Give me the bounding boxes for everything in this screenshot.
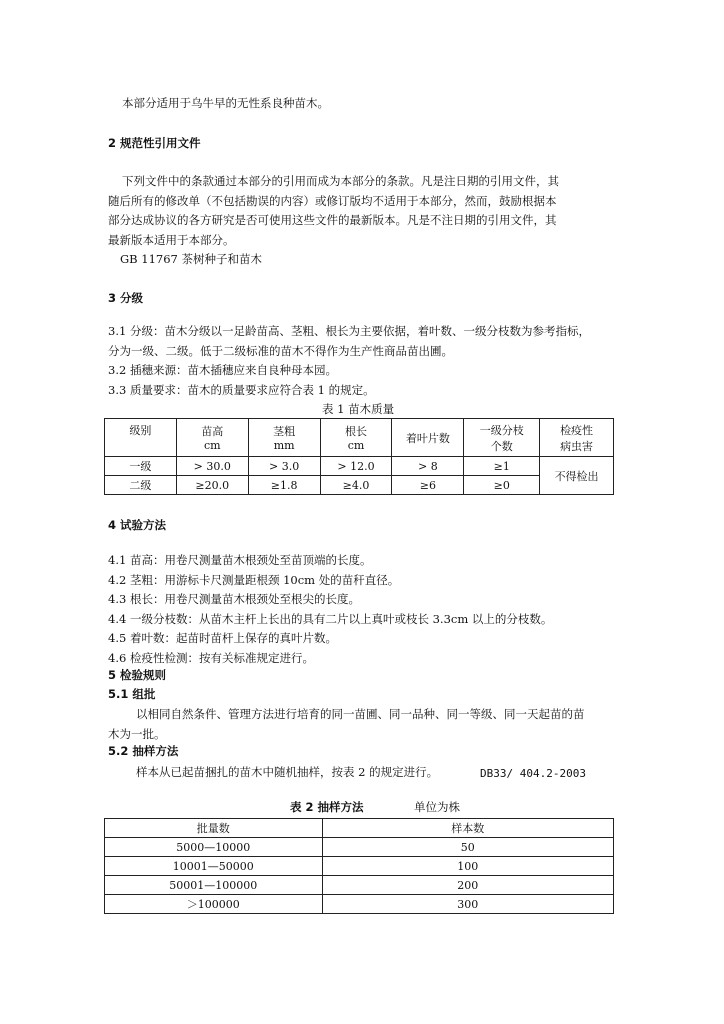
table-cell: > 3.0 (248, 457, 320, 476)
table-row (105, 857, 614, 876)
table-1-header-row (105, 419, 614, 457)
section-3-line: 分为一级、二级。低于二级标准的苗木不得作为生产性商品苗出圃。 (108, 343, 453, 358)
section-2-heading: 2 规范性引用文件 (108, 136, 201, 150)
table-cell: 10001—50000 (105, 857, 323, 876)
table-cell: 50 (322, 838, 613, 857)
section-2-body (108, 172, 618, 270)
table-cell: ≥0 (464, 476, 540, 495)
table-1 (104, 418, 614, 495)
table-cell: > 30.0 (176, 457, 248, 476)
table-cell: ＞100000 (105, 895, 323, 914)
section-4-line: 4.4 一级分枝数：从苗木主杆上长出的具有二片以上真叶或枝长 3.3cm 以上的分枝数。 (108, 611, 553, 626)
section-5-1-heading: 5.1 组批 (108, 687, 156, 701)
section-3-heading: 3 分级 (108, 291, 144, 305)
table-cell: 一级 (105, 457, 177, 476)
table-2-caption: 表 2 抽样方法 (290, 800, 364, 814)
section-4-line: 4.2 茎粗：用游标卡尺测量距根颈 10cm 处的苗秆直径。 (108, 572, 400, 587)
table-cell: ≥6 (392, 476, 464, 495)
section-2-line: 最新版本适用于本部分。 (108, 232, 235, 247)
section-3-line: 3.1 分级：苗木分级以一足龄苗高、茎粗、根长为主要依据，着叶数、一级分枝数为参考指标， (108, 324, 590, 338)
section-4-heading: 4 试验方法 (108, 518, 167, 532)
section-4-line: 4.6 检疫性检测：按有关标准规定进行。 (108, 650, 314, 665)
section-4-line: 4.3 根长：用卷尺测量苗木根颈处至根尖的长度。 (108, 592, 360, 606)
section-3-line: 3.2 插穗来源：苗木插穗应来自良种母本园。 (108, 363, 337, 377)
section-3-line: 3.3 质量要求：苗木的质量要求应符合表 1 的规定。 (108, 382, 375, 397)
table-cell: 50001—100000 (105, 876, 323, 895)
table-cell: 100 (322, 857, 613, 876)
table-row (105, 457, 614, 476)
intro-text: 本部分适用于乌牛早的无性系良种苗木。 (122, 96, 329, 110)
section-2-line: 下列文件中的条款通过本部分的引用而成为本部分的条款。凡是注日期的引用文件，其 (122, 174, 559, 188)
table-cell: 300 (322, 895, 613, 914)
table-2-header: 样本数 (322, 819, 613, 838)
section-5-1-line: 木为一批。 (108, 726, 166, 741)
table-row (105, 838, 614, 857)
section-5-1-line: 以相同自然条件、管理方法进行培育的同一苗圃、同一品种、同一等级、同一天起苗的苗 (136, 707, 585, 721)
table-cell: ≥1 (464, 457, 540, 476)
table-cell: 200 (322, 876, 613, 895)
table-1-header: 根长 cm (320, 419, 392, 457)
table-1-header: 级别 (105, 419, 177, 457)
normative-reference: GB 11767 茶树种子和苗木 (120, 252, 263, 266)
table-cell: ≥4.0 (320, 476, 392, 495)
section-5-2-heading: 5.2 抽样方法 (108, 744, 179, 758)
section-5-1-body (108, 705, 618, 744)
table-1-caption: 表 1 苗木质量 (322, 402, 395, 416)
table-cell: ≥1.8 (248, 476, 320, 495)
table-row (105, 876, 614, 895)
table-row (105, 476, 614, 495)
table-1-header: 检疫性 病虫害 (540, 419, 614, 457)
section-5-heading: 5 检验规则 (108, 668, 167, 682)
section-4-line: 4.5 着叶数：起苗时苗杆上保存的真叶片数。 (108, 631, 337, 645)
section-4-body (108, 551, 618, 668)
table-cell: ≥20.0 (176, 476, 248, 495)
section-3-body (108, 322, 618, 400)
table-1-header: 着叶片数 (392, 419, 464, 457)
document-code: DB33/ 404.2-2003 (480, 767, 586, 780)
table-1-header: 苗高 cm (176, 419, 248, 457)
section-4-line: 4.1 苗高：用卷尺测量苗木根颈处至苗顶端的长度。 (108, 553, 372, 567)
table-2-header-row (105, 819, 614, 838)
table-2 (104, 818, 614, 914)
table-1-header: 一级分枝 个数 (464, 419, 540, 457)
table-cell: > 8 (392, 457, 464, 476)
section-2-line: 部分达成协议的各方研究是否可使用这些文件的最新版本。凡是不注日期的引用文件，其 (108, 213, 557, 227)
table-row (105, 895, 614, 914)
table-2-header: 批量数 (105, 819, 323, 838)
table-2-unit: 单位为株 (414, 800, 460, 814)
table-1-header: 茎粗 mm (248, 419, 320, 457)
table-cell: 二级 (105, 476, 177, 495)
section-2-line: 随后所有的修改单（不包括勘误的内容）或修订版均不适用于本部分，然而，鼓励根据本 (108, 193, 557, 208)
section-5-2-text: 样本从已起苗捆扎的苗木中随机抽样，按表 2 的规定进行。 (136, 765, 439, 779)
table-cell-merged: 不得检出 (540, 457, 614, 495)
table-cell: > 12.0 (320, 457, 392, 476)
table-cell: 5000—10000 (105, 838, 323, 857)
